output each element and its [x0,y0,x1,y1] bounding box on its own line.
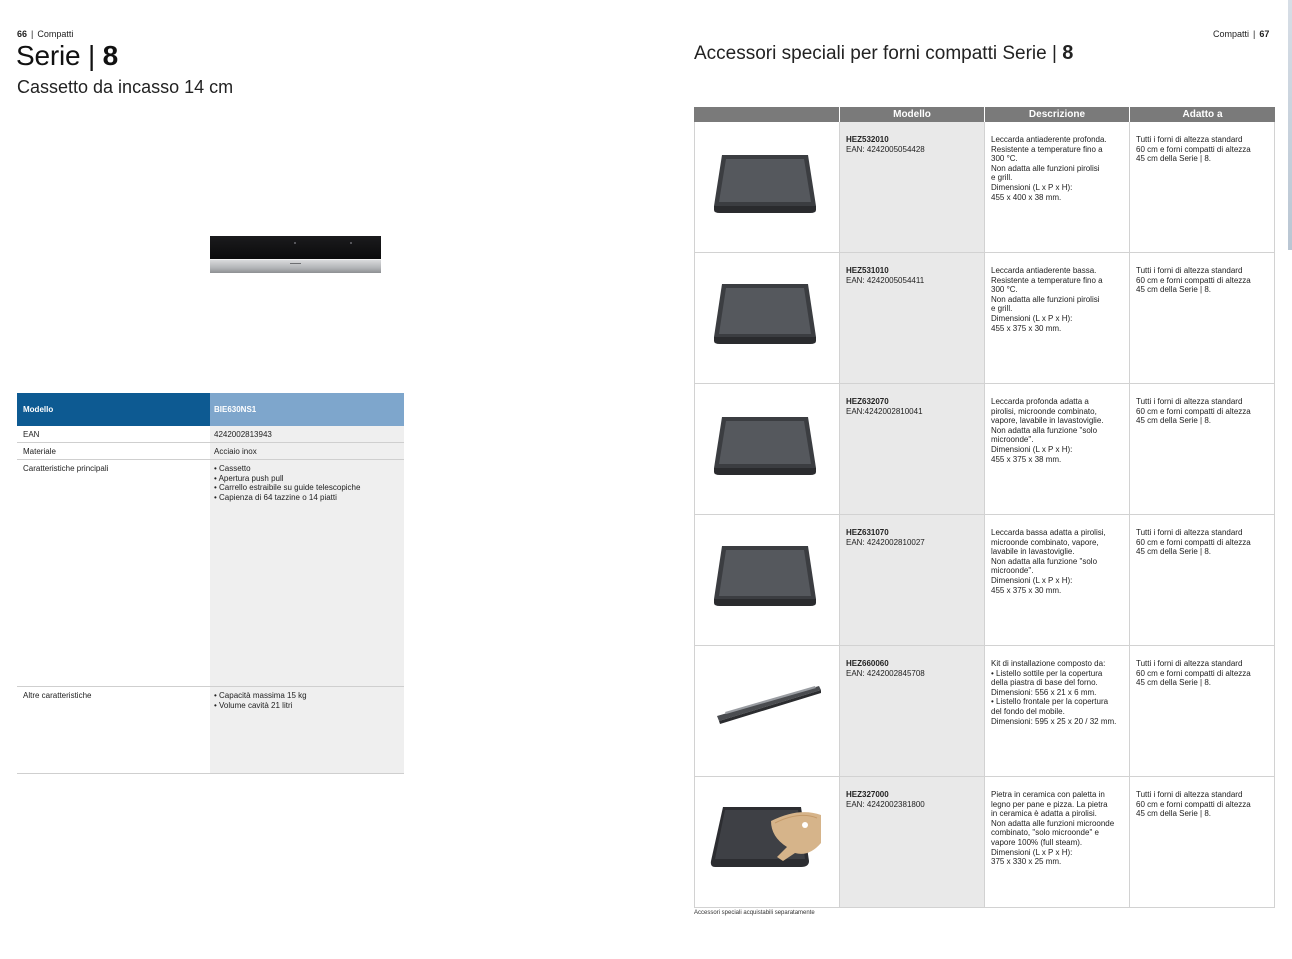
spec-row-main-features [17,460,404,687]
feature-item: • Capacità massima 15 kg [214,691,404,701]
product-subtitle: Cassetto da incasso 14 cm [17,77,234,97]
model-ean: EAN: 4242002810027 [846,537,925,547]
model-cell [839,253,984,383]
model-cell [839,384,984,514]
header-image-column [694,107,839,122]
table-row [694,384,1275,515]
fits-cell: Tutti i forni di altezza standard 60 cm e forni compatti di altezza 45 cm della Serie | 8. [1129,777,1275,907]
description-cell: Leccarda profonda adatta a pirolisi, microonde combinato, vapore, lavabile in lavastoviglie. Non adatta alla funzione "solo microonde". Dimensioni (L x P x H): 455 x 375 x 38 mm. [984,384,1129,514]
description-cell: Leccarda antiaderente bassa. Resistente a temperature fino a 300 °C. Non adatta alle funzioni pirolisi e grill. Dimensioni (L x P x H): 455 x 375 x 30 mm. [984,253,1129,383]
spec-header-label: Modello [17,393,210,426]
model-cell [839,515,984,645]
indicator-dot [350,242,352,244]
header-description: Descrizione [984,107,1129,122]
spec-label: Caratteristiche principali [23,464,109,473]
table-row [694,646,1275,777]
left-page-header: 66 | Compatti [17,29,74,39]
page-edge-decoration [1288,0,1292,250]
product-image-cell [694,253,839,383]
installation-strip-icon [715,684,825,724]
deep-tray-icon [710,412,820,476]
left-page-number: 66 [17,29,28,39]
spec-value-list [210,687,404,773]
right-page-section: Compatti [1213,29,1250,39]
spec-value-list [210,460,404,686]
model-ean: EAN: 4242005054411 [846,275,925,285]
spec-value: Acciaio inox [210,443,404,459]
accessories-title-number: 8 [1062,42,1074,64]
description-cell: Kit di installazione composto da: • Listello sottile per la copertura della piastra di base del forno. Dimensioni: 556 x 21 x 6 mm. • Listello frontale per la copertura del fondo del mobile. Dimensioni: 595 x 25 x 20 / 32 mm. [984,646,1129,776]
table-row [694,253,1275,384]
series-title [16,40,118,72]
model-ean: EAN: 4242005054428 [846,144,925,154]
spec-row-ean [17,426,404,443]
spec-label: Altre caratteristiche [23,691,92,700]
model-ean: EAN: 4242002845708 [846,668,925,678]
description-cell: Leccarda antiaderente profonda. Resistente a temperature fino a 300 °C. Non adatta alle funzioni pirolisi e grill. Dimensioni (L x P x H): 455 x 400 x 38 mm. [984,122,1129,252]
footnote: Accessori speciali acquistabili separatamente [694,910,815,916]
feature-item: • Cassetto [214,464,404,474]
shallow-tray-icon [710,543,820,607]
product-image-cell [694,515,839,645]
table-row [694,122,1275,253]
product-image-cell [694,777,839,907]
model-code: HEZ660060 [846,659,889,668]
spec-label: EAN [23,430,40,439]
model-code: HEZ531010 [846,266,889,275]
model-code: HEZ631070 [846,528,889,537]
feature-item: • Capienza di 64 tazzine o 14 piatti [214,493,404,503]
pizza-stone-icon [709,801,827,887]
description-cell: Leccarda bassa adatta a pirolisi, microonde combinato, vapore, lavabile in lavastoviglie. Non adatta alla funzione "solo microonde". Dimensioni (L x P x H): 455 x 375 x 30 mm. [984,515,1129,645]
model-cell [839,646,984,776]
spec-label: Materiale [23,447,56,456]
left-page-section: Compatti [37,29,74,39]
fits-cell: Tutti i forni di altezza standard 60 cm e forni compatti di altezza 45 cm della Serie | 8. [1129,253,1275,383]
table-row [694,777,1275,908]
fits-cell: Tutti i forni di altezza standard 60 cm e forni compatti di altezza 45 cm della Serie | 8. [1129,646,1275,776]
warming-drawer-image [210,236,381,272]
feature-item: • Carrello estraibile su guide telescopiche [214,483,404,493]
accessories-title [694,42,1073,65]
product-image-cell [694,646,839,776]
description-cell: Pietra in ceramica con paletta in legno per pane e pizza. La pietra in ceramica è adatta a pirolisi. Non adatta alle funzioni microonde combinato, "solo microonde" e vapore 100% (full steam). Dimensioni (L x P x H): 375 x 330 x 25 mm. [984,777,1129,907]
fits-cell: Tutti i forni di altezza standard 60 cm e forni compatti di altezza 45 cm della Serie | 8. [1129,515,1275,645]
spec-row-other-features [17,687,404,774]
spec-header-model: BIE630NS1 [210,393,404,426]
accessories-title-text: Accessori speciali per forni compatti Serie | [694,43,1057,64]
fits-cell: Tutti i forni di altezza standard 60 cm e forni compatti di altezza 45 cm della Serie | 8. [1129,122,1275,252]
spec-table-header [17,393,404,426]
feature-item: • Volume cavità 21 litri [214,701,404,711]
model-code: HEZ532010 [846,135,889,144]
model-cell [839,777,984,907]
feature-item: • Apertura push pull [214,474,404,484]
indicator-dot [294,242,296,244]
fits-cell: Tutti i forni di altezza standard 60 cm e forni compatti di altezza 45 cm della Serie | 8. [1129,384,1275,514]
drawer-handle [290,263,301,264]
spec-table [17,393,404,774]
spec-value: 4242002813943 [210,426,404,442]
right-page-number: 67 [1259,29,1270,39]
spec-row-material [17,443,404,460]
table-row [694,515,1275,646]
right-page-header: Compatti | 67 [1213,29,1270,39]
shallow-tray-icon [710,281,820,345]
deep-tray-icon [710,150,820,214]
series-title-number: 8 [102,40,118,71]
model-code: HEZ632070 [846,397,889,406]
product-image-cell [694,122,839,252]
accessories-table-header [694,107,1275,122]
model-code: HEZ327000 [846,790,889,799]
model-cell [839,122,984,252]
model-ean: EAN:4242002810041 [846,406,923,416]
model-ean: EAN: 4242002381800 [846,799,925,809]
series-title-prefix: Serie | [16,40,96,71]
product-image-cell [694,384,839,514]
accessories-table [694,107,1275,908]
header-fits: Adatto a [1129,107,1275,122]
header-model: Modello [839,107,984,122]
